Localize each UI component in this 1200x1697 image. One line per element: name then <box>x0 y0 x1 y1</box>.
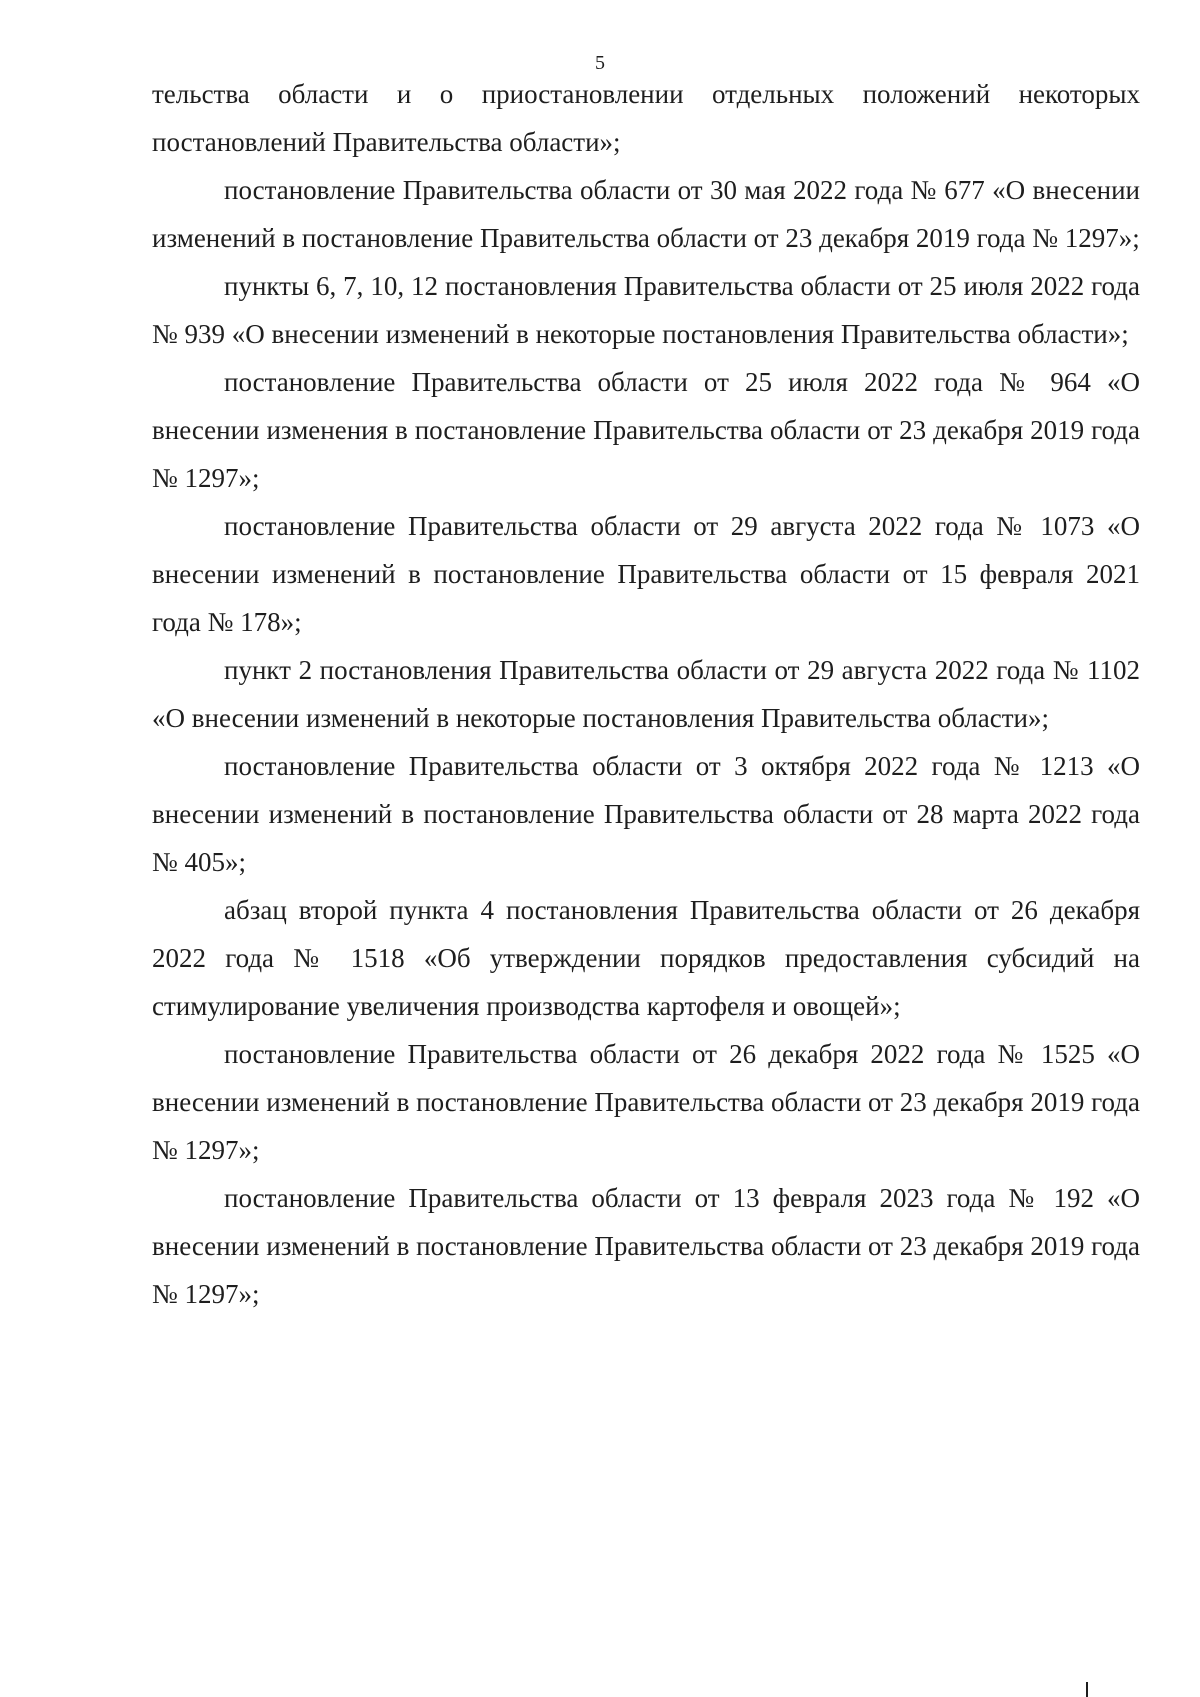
scan-edge-mark <box>1086 1682 1088 1697</box>
page-number: 5 <box>595 52 605 74</box>
paragraph: абзац второй пункта 4 постановления Правительства области от 26 декабря 2022 года № 1518 «Об утверждении порядков предоставления субсидий на стимулирование увеличения производства картофеля и овощей»; <box>152 895 1140 1021</box>
paragraph-continuation: тельства области и о приостановлении отдельных положений некоторых постановлений Правительства области»; <box>152 79 1140 157</box>
paragraph: постановление Правительства области от 26 декабря 2022 года № 1525 «О внесении изменений в постановление Правительства области от 23 декабря 2019 года № 1297»; <box>152 1039 1140 1165</box>
paragraph: постановление Правительства области от 3 октября 2022 года № 1213 «О внесении изменений в постановление Правительства области от 28 марта 2022 года № 405»; <box>152 751 1140 877</box>
paragraph: постановление Правительства области от 13 февраля 2023 года № 192 «О внесении изменений в постановление Правительства области от 23 декабря 2019 года № 1297»; <box>152 1183 1140 1309</box>
paragraph: пункт 2 постановления Правительства области от 29 августа 2022 года № 1102 «О внесении изменений в некоторые постановления Правительства области»; <box>152 655 1140 733</box>
paragraph: пункты 6, 7, 10, 12 постановления Правительства области от 25 июля 2022 года № 939 «О внесении изменений в некоторые постановления Правительства области»; <box>152 271 1140 349</box>
paragraph: постановление Правительства области от 29 августа 2022 года № 1073 «О внесении изменений в постановление Правительства области от 15 февраля 2021 года № 178»; <box>152 511 1140 637</box>
paragraph: постановление Правительства области от 30 мая 2022 года № 677 «О внесении изменений в постановление Правительства области от 23 декабря 2019 года № 1297»; <box>152 175 1140 253</box>
document-body <box>152 70 1140 1318</box>
paragraph: постановление Правительства области от 25 июля 2022 года № 964 «О внесении изменения в постановление Правительства области от 23 декабря 2019 года № 1297»; <box>152 367 1140 493</box>
